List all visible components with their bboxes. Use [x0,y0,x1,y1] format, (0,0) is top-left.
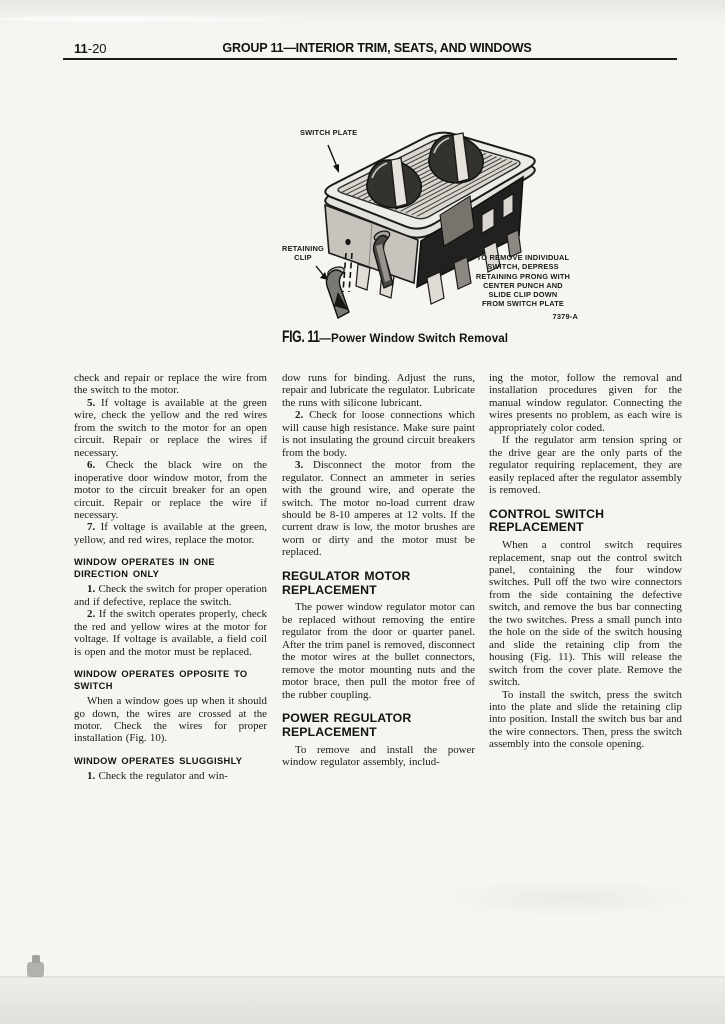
section-heading: CONTROL SWITCH REPLACEMENT [489,506,605,535]
annotation-line: SWITCH, DEPRESS [487,262,559,272]
paragraph: If the regulator arm tension spring or the drive gear are the only parts of the regulator requiring replacement, they are easily replaced after the regulator assembly is removed. [489,434,682,497]
paragraph: ing the motor, follow the removal and installation procedures given for the manual window regulator. Connecting the wires presents no problem, as each wire is appropriately color coded. [489,372,682,434]
retaining-clip-detached [326,265,349,318]
step-text: Check the black wire on the inoperative door window motor, from the motor to the circuit breaker for an open circuit. Repair or replace the wire if necessary. [74,459,267,521]
step-text: Disconnect the motor from the regulator. Connect an ammeter in series with the ground wire, and operate the switch. The motor no-load current draw should be 8-10 amperes at 12 volts. If the current draw is low, the motor brushes are worn or dirty and the motor must be replaced. [282,459,475,559]
subheading: WINDOW OPERATES OPPOSITE TO SWITCH [74,669,248,692]
scan-corner-mark [27,962,44,977]
figure-11 [272,120,592,352]
step-number: 2. [295,409,304,422]
step-text: If voltage is available at the green, yellow, and red wires, replace the motor. [74,521,267,546]
step-number: 7. [87,521,96,534]
paragraph: When a control switch requires replacement, snap out the control switch panel, containing the four window switches. Pull off the two wire connectors from the side containing the defective switch, and remove the bus bar connecting the two switches. Press a small punch into the hole on the side of the switch housing and slide the retaining clip from the housing (Fig. 11). This will release the switch from the cover plate. Remove the switch. [489,539,682,689]
annotation-line: FROM SWITCH PLATE [481,299,565,309]
annotation-line: SLIDE CLIP DOWN [488,290,558,300]
numbered-step [74,397,267,459]
punch-hole [345,239,350,245]
paragraph: dow runs for binding. Adjust the runs, repair and lubricate the regulator. Lubricate the runs with silicone lubricant. [282,372,475,409]
step-number: 1. [87,583,96,596]
header-rule [63,58,677,60]
paragraph: When a window goes up when it should go down, the wires are crossed at the motor. Check the wires for proper installation (Fig. 10). [74,695,267,745]
page-number-rest: -20 [87,41,107,56]
figure-caption-text: —Power Window Switch Removal [319,332,509,345]
text-column-2 [282,372,475,769]
numbered-step [282,409,475,459]
group-title-rest: —INTERIOR TRIM, SEATS, AND WINDOWS [283,40,532,55]
figure-caption [282,327,508,347]
scan-bottom-band [0,978,725,1024]
step-number: 5. [87,396,96,409]
figure-caption-number: FIG. 11 [282,327,320,346]
page-number-group: 11 [74,41,88,56]
numbered-step [74,608,267,658]
switch-plate-arrow [328,145,339,173]
step-text: If the switch operates properly, check the red and yellow wires at the motor for voltage. If voltage is available, a field coil is open and the motor must be replaced. [74,608,267,658]
numbered-step [282,459,475,559]
text-column-1 [74,372,267,782]
section-heading: REGULATOR MOTOR REPLACEMENT [282,568,411,597]
text-column-3 [489,372,682,751]
annotation-line: RETAINING PRONG WITH [475,271,571,281]
switch-plate-label: SWITCH PLATE [300,128,358,137]
step-text: If voltage is available at the green wire, check the yellow and the red wires from the switch to the motor for an open circuit. Repair or replace the wires if necessary. [74,396,267,459]
step-number: 6. [87,459,96,472]
figure-annotation [466,253,580,309]
numbered-step [74,521,267,546]
retaining-clip-label: RETAINING CLIP [282,244,324,263]
annotation-line: TO REMOVE INDIVIDUAL [476,253,570,262]
step-text: Check for loose connections which will cause high resistance. Make sure paint is not insulating the ground circuit breakers from the body. [282,409,475,459]
subheading: WINDOW OPERATES SLUGGISHLY [74,755,243,766]
group-title-bold: GROUP 11 [222,40,284,55]
page-header-title [206,40,548,56]
scan-smudge [430,878,710,918]
step-text: Check the switch for proper operation and if defective, replace the switch. [74,583,267,608]
paragraph: To remove and install the power window regulator assembly, includ- [282,743,475,769]
paragraph: The power window regulator motor can be replaced without removing the entire regulator from the door or quarter panel. After the trim panel is removed, disconnect the motor wires at the bullet connectors, remove the motor mounting nuts and the motor brace, then pull the motor free of the rubber coupling. [282,601,475,701]
figure-part-number: 7379-A [552,312,578,321]
numbered-step [74,583,267,608]
step-number: 1. [87,769,96,782]
step-number: 2. [87,608,96,621]
step-number: 3. [295,459,304,472]
paragraph: check and repair or replace the wire from the switch to the motor. [74,372,267,397]
page-number [74,41,107,56]
scan-top-streak [0,14,360,24]
section-heading: POWER REGULATOR REPLACEMENT [282,711,412,739]
numbered-step [74,459,267,521]
step-text: Check the regulator and win- [95,769,228,782]
numbered-step [74,770,267,782]
subheading: WINDOW OPERATES IN ONE DIRECTION ONLY [74,557,215,580]
retaining-clip-arrow [316,266,328,280]
annotation-line: CENTER PUNCH AND [483,280,563,290]
paragraph: To install the switch, press the switch into the plate and slide the retaining clip into position. Install the switch bus bar and the wire connectors. Then, press the switch assembly into the console opening. [489,688,682,751]
